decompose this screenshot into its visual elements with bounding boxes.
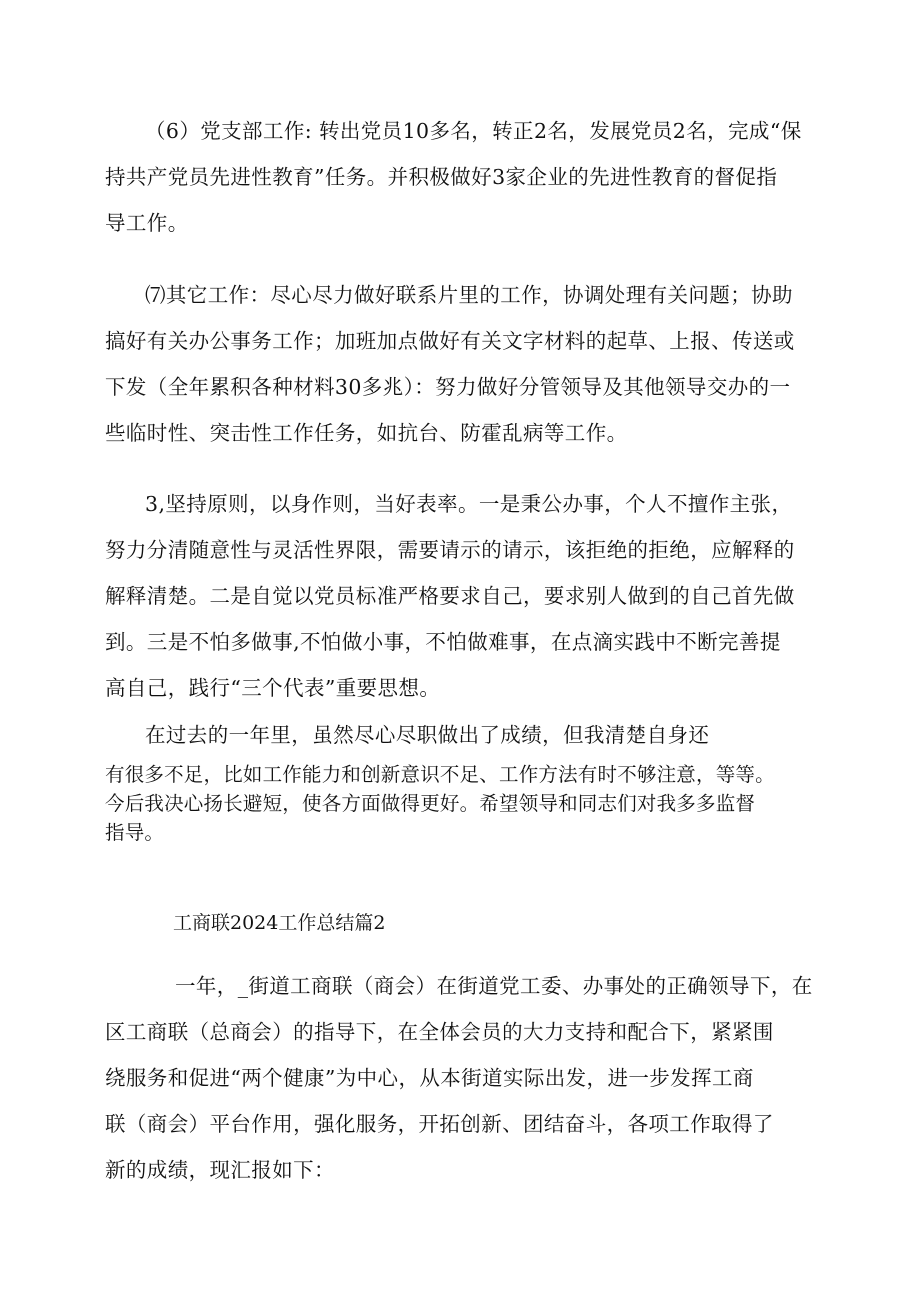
text-line: ⑺其它工作：尽心尽力做好联系片里的工作，协调处理有关问题；协助 — [145, 283, 793, 307]
text-line: 3,坚持原则，以身作则，当好表率。一是秉公办事，个人不擅作主张， — [145, 492, 793, 516]
text-line: 搞好有关办公事务工作；加班加点做好有关文字材料的起草、上报、传送或 — [105, 329, 795, 353]
paragraph-intro — [105, 963, 813, 1193]
paragraph-other-work — [105, 272, 795, 456]
text-line: 努力分清随意性与灵活性界限，需要请示的请示，该拒绝的拒绝，应解释的 — [105, 538, 795, 562]
text-line: 到。三是不怕多做事,不怕做小事，不怕做难事，在点滴实践中不断完善提 — [105, 630, 781, 654]
text-line: 绕服务和促进“两个健康”为中心，从本街道实际出发，进一步发挥工商 — [105, 1066, 754, 1090]
text-line: 导工作。 — [105, 211, 189, 235]
text-line: 一年，_街道工商联（商会）在街道党工委、办事处的正确领导下，在 — [175, 974, 813, 998]
text-line: 联（商会）平台作用，强化服务，开拓创新、团结奋斗，各项工作取得了 — [105, 1112, 774, 1136]
text-line: 下发（全年累积各种材料30多兆）：努力做好分管领导及其他领导交办的一 — [105, 375, 791, 399]
paragraph-summary-continuation — [105, 760, 795, 847]
text-line: （6）党支部工作: 转出党员10多名，转正2名，发展党员2名，完成“保 — [145, 119, 802, 143]
text-line: 解释清楚。二是自觉以党员标准严格要求自己，要求别人做到的自己首先做 — [105, 584, 795, 608]
text-line: 今后我决心扬长避短，使各方面做得更好。希望领导和同志们对我多多监督 — [105, 792, 756, 815]
section-heading: 工商联2024工作总结篇2 — [173, 912, 386, 934]
text-line: 在过去的一年里，虽然尽心尽职做出了成绩，但我清楚自身还 — [145, 723, 710, 747]
paragraph-summary-opening — [105, 712, 795, 758]
text-line: 指导。 — [105, 821, 165, 844]
text-line: 有很多不足，比如工作能力和创新意识不足、工作方法有时不够注意，等等。 — [105, 763, 775, 786]
text-line: 些临时性、突击性工作任务，如抗台、防霍乱病等工作。 — [105, 421, 628, 445]
text-line: 持共产党员先进性教育”任务。并积极做好3家企业的先进性教育的督促指 — [105, 165, 778, 189]
text-line: 高自己，践行“三个代表”重要思想。 — [105, 676, 441, 700]
text-line: 新的成绩，现汇报如下： — [105, 1158, 335, 1182]
text-line: 区工商联（总商会）的指导下，在全体会员的大力支持和配合下，紧紧围 — [105, 1020, 774, 1044]
paragraph-principles — [105, 481, 795, 711]
paragraph-party-branch-work — [105, 108, 802, 246]
